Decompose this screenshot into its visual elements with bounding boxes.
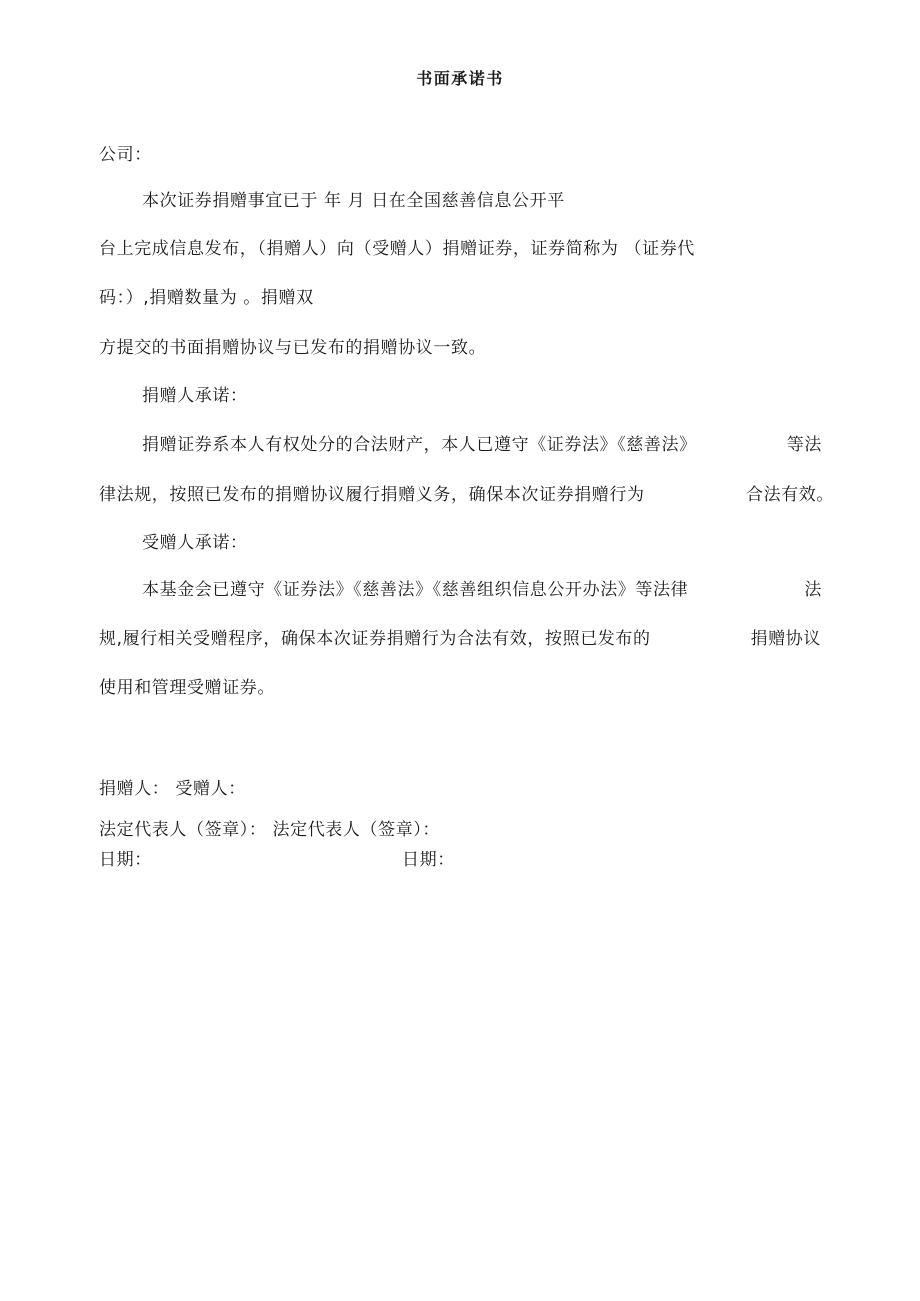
intro-line-1: 本次证券捐赠事宜已于 年 月 日在全国慈善信息公开平	[142, 191, 565, 211]
intro-line-3: 码：）,捐赠数量为 。捐赠双	[99, 288, 314, 308]
donor-line-2-text: 律法规，按照已发布的捐赠协议履行捐赠义务，确保本次证券捐赠行为	[99, 485, 645, 505]
recipient-line-2-end: 捐赠协议	[750, 629, 821, 649]
recipient-heading: 受赠人承诺：	[142, 533, 248, 553]
donor-line-2	[99, 483, 834, 507]
donor-line-1-end: 等法	[786, 435, 822, 455]
signature-representatives: 法定代表人（签章）： 法定代表人（签章）：	[99, 820, 441, 840]
recipient-line-3: 使用和管理受赠证券。	[99, 678, 275, 698]
donor-line-1-text: 捐赠证券系本人有权处分的合法财产，本人已遵守《证券法》《慈善法》	[142, 435, 697, 455]
intro-line-2: 台上完成信息发布，（捐赠人）向（受赠人）捐赠证券，证券简称为 （证券代	[99, 239, 695, 259]
intro-line-4: 方提交的书面捐赠协议与已发布的捐赠协议一致。	[99, 338, 487, 358]
recipient-line-2	[99, 627, 821, 651]
donor-line-1	[142, 433, 822, 457]
recipient-line-1-end: 法	[804, 580, 822, 600]
donor-heading: 捐赠人承诺：	[142, 386, 248, 406]
page-title: 书面承诺书	[416, 69, 504, 88]
recipient-line-1-text: 本基金会已遵守《证券法》《慈善法》《慈善组织信息公开办法》等法律	[142, 580, 689, 600]
recipient-line-2-text: 规,履行相关受赠程序，确保本次证券捐赠行为合法有效，按照已发布的	[99, 629, 651, 649]
signature-parties: 捐赠人： 受赠人：	[99, 779, 246, 799]
salutation: 公司：	[99, 145, 152, 165]
recipient-line-1	[142, 578, 822, 602]
date-label-donor: 日期：	[99, 850, 152, 870]
date-label-recipient: 日期：	[402, 850, 455, 870]
donor-line-2-end: 合法有效。	[746, 485, 834, 505]
